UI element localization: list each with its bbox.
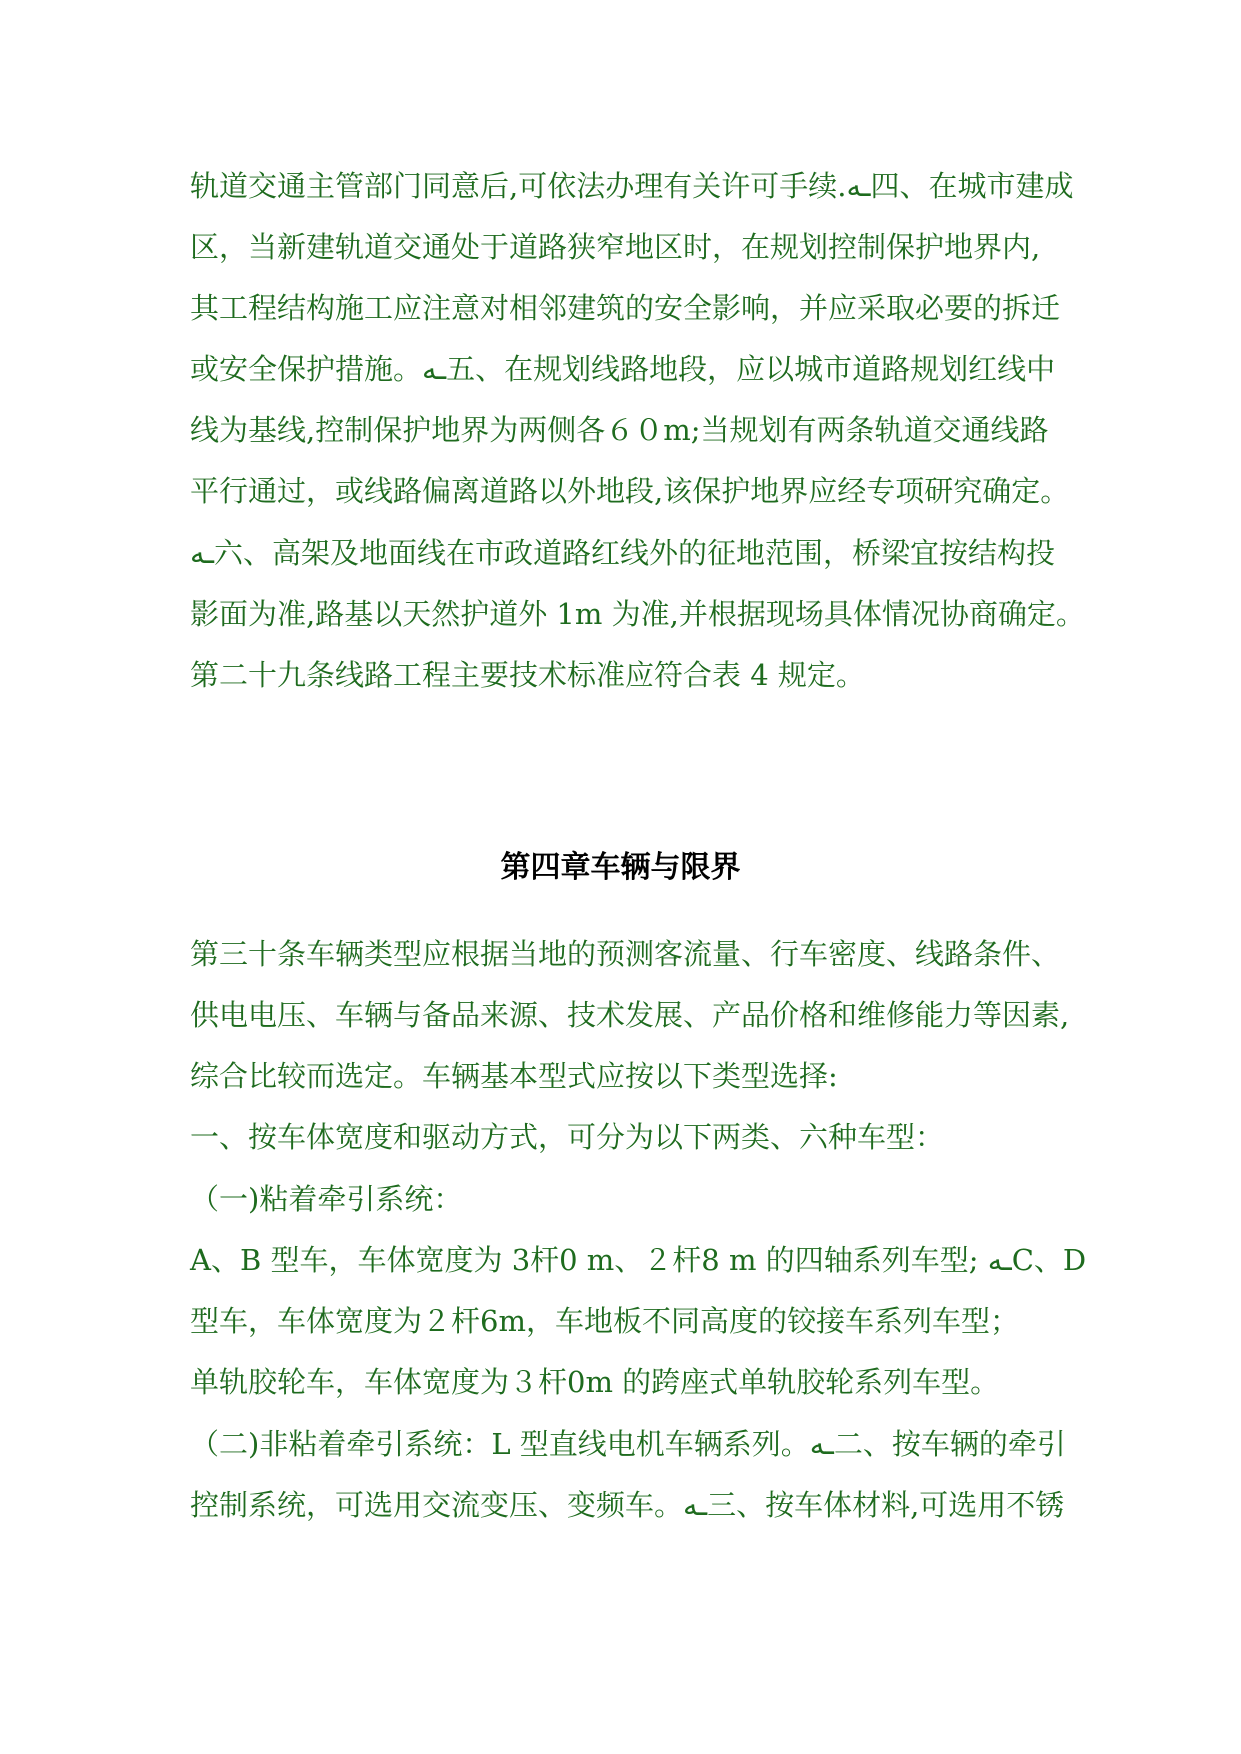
text-line: 其工程结构施工应注意对相邻建筑的安全影响，并应采取必要的拆迁 (190, 291, 1061, 325)
text-line: A、B 型车，车体宽度为 3杆0 m、２杆8 m 的四轴系列车型; ـهC、D (190, 1243, 1087, 1277)
text-line: 平行通过，或线路偏离道路以外地段,该保护地界应经专项研究确定。 (190, 474, 1070, 508)
text-line: 型车，车体宽度为２杆6m，车地板不同高度的铰接车系列车型； (190, 1304, 1019, 1338)
text-line: （一)粘着牵引系统： (190, 1182, 463, 1216)
text-line: 或安全保护措施。ـه五、在规划线路地段，应以城市道路规划红线中 (190, 352, 1056, 386)
text-line: 一、按车体宽度和驱动方式，可分为以下两类、六种车型： (190, 1120, 945, 1154)
text-line: ـه六、高架及地面线在市政道路红线外的征地范围，桥梁宜按结构投 (190, 536, 1056, 570)
text-line: 供电电压、车辆与备品来源、技术发展、产品价格和维修能力等因素, (190, 998, 1070, 1032)
text-line: 第二十九条线路工程主要技术标准应符合表 4 规定。 (190, 658, 865, 692)
text-line: 第三十条车辆类型应根据当地的预测客流量、行车密度、线路条件、 (190, 937, 1061, 971)
text-line: （二)非粘着牵引系统：L 型直线电机车辆系列。ـه二、按车辆的牵引 (190, 1427, 1066, 1461)
text-line: 综合比较而选定。车辆基本型式应按以下类型选择: (190, 1059, 838, 1093)
text-line: 轨道交通主管部门同意后,可依法办理有关许可手续.ـه四、在城市建成 (190, 169, 1074, 203)
text-line: 控制系统，可选用交流变压、变频车。ـه三、按车体材料,可选用不锈 (190, 1488, 1065, 1522)
chapter-heading: 第四章车辆与限界 (500, 850, 741, 885)
text-line: 线为基线,控制保护地界为两侧各６０m;当规划有两条轨道交通线路 (190, 413, 1049, 447)
text-line: 区，当新建轨道交通处于道路狭窄地区时，在规划控制保护地界内, (190, 230, 1041, 264)
text-line: 单轨胶轮车，车体宽度为３杆0m 的跨座式单轨胶轮系列车型。 (190, 1365, 1000, 1399)
text-line: 影面为准,路基以天然护道外 1m 为准,并根据现场具体情况协商确定。 (190, 597, 1085, 631)
